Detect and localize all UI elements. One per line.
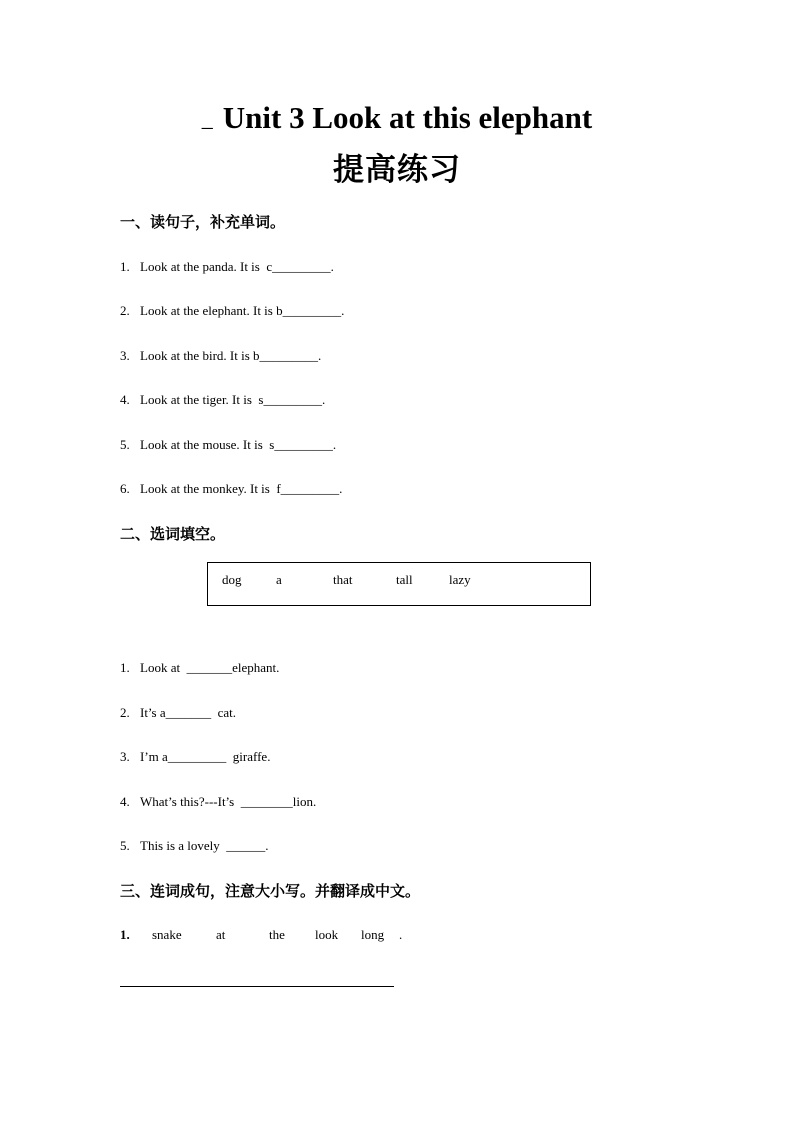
section1-heading: 一、读句子，补充单词。 xyxy=(120,213,286,231)
section1-item-4 xyxy=(120,391,325,409)
item-number: 3. xyxy=(120,749,130,764)
item-text: This is a lovely ______. xyxy=(140,838,269,853)
word-bank-word: lazy xyxy=(449,572,471,587)
item-number: 2. xyxy=(120,705,130,720)
page-title xyxy=(0,98,794,139)
item-number: 1. xyxy=(120,927,130,942)
section2-item-2 xyxy=(120,704,236,722)
section1-item-2 xyxy=(120,302,344,320)
scrambled-word: the xyxy=(269,927,285,942)
scrambled-word: at xyxy=(216,927,226,942)
section1-item-5 xyxy=(120,436,336,454)
item-text: Look at _______elephant. xyxy=(140,660,280,675)
section1-item-1 xyxy=(120,258,334,276)
item-text: Look at the mouse. It is s_________. xyxy=(140,437,337,452)
item-text: Look at the tiger. It is s_________. xyxy=(140,392,326,407)
item-number: 5. xyxy=(120,437,130,452)
scrambled-word: snake xyxy=(152,927,182,942)
section3-heading: 三、连词成句，注意大小写。并翻译成中文。 xyxy=(120,882,421,900)
item-text: Look at the bird. It is b_________. xyxy=(140,348,322,363)
word-bank-box xyxy=(207,562,591,606)
item-number: 3. xyxy=(120,348,130,363)
scrambled-word: . xyxy=(399,927,403,942)
word-bank-word: tall xyxy=(396,572,413,587)
section2-item-1 xyxy=(120,659,279,677)
item-text: Look at the panda. It is c_________. xyxy=(140,259,334,274)
section2-item-3 xyxy=(120,748,270,766)
section1-item-6 xyxy=(120,480,342,498)
answer-line xyxy=(120,986,394,987)
section2-item-5 xyxy=(120,837,269,855)
page-subtitle: 提高练习 xyxy=(333,152,461,188)
scrambled-word: long xyxy=(361,927,385,942)
item-text: I’m a_________ giraffe. xyxy=(140,749,271,764)
item-text: It’s a_______ cat. xyxy=(140,705,237,720)
section1-item-3 xyxy=(120,347,321,365)
item-number: 6. xyxy=(120,481,130,496)
section3-item-1 xyxy=(120,926,152,944)
title-prefix: _ xyxy=(201,106,213,131)
item-text: Look at the elephant. It is b_________. xyxy=(140,303,345,318)
title-text: Unit 3 Look at this elephant xyxy=(222,100,593,135)
item-text: What’s this?---It’s ________lion. xyxy=(140,794,317,809)
item-number: 4. xyxy=(120,794,130,809)
item-number: 5. xyxy=(120,838,130,853)
item-text: Look at the monkey. It is f_________. xyxy=(140,481,343,496)
word-bank-word: a xyxy=(276,572,282,587)
item-number: 4. xyxy=(120,392,130,407)
word-bank-word: dog xyxy=(222,572,242,587)
item-number: 2. xyxy=(120,303,130,318)
word-bank-word: that xyxy=(333,572,353,587)
scrambled-word: look xyxy=(315,927,339,942)
section2-item-4 xyxy=(120,793,316,811)
section2-heading: 二、选词填空。 xyxy=(120,525,226,543)
item-number: 1. xyxy=(120,259,130,274)
item-number: 1. xyxy=(120,660,130,675)
